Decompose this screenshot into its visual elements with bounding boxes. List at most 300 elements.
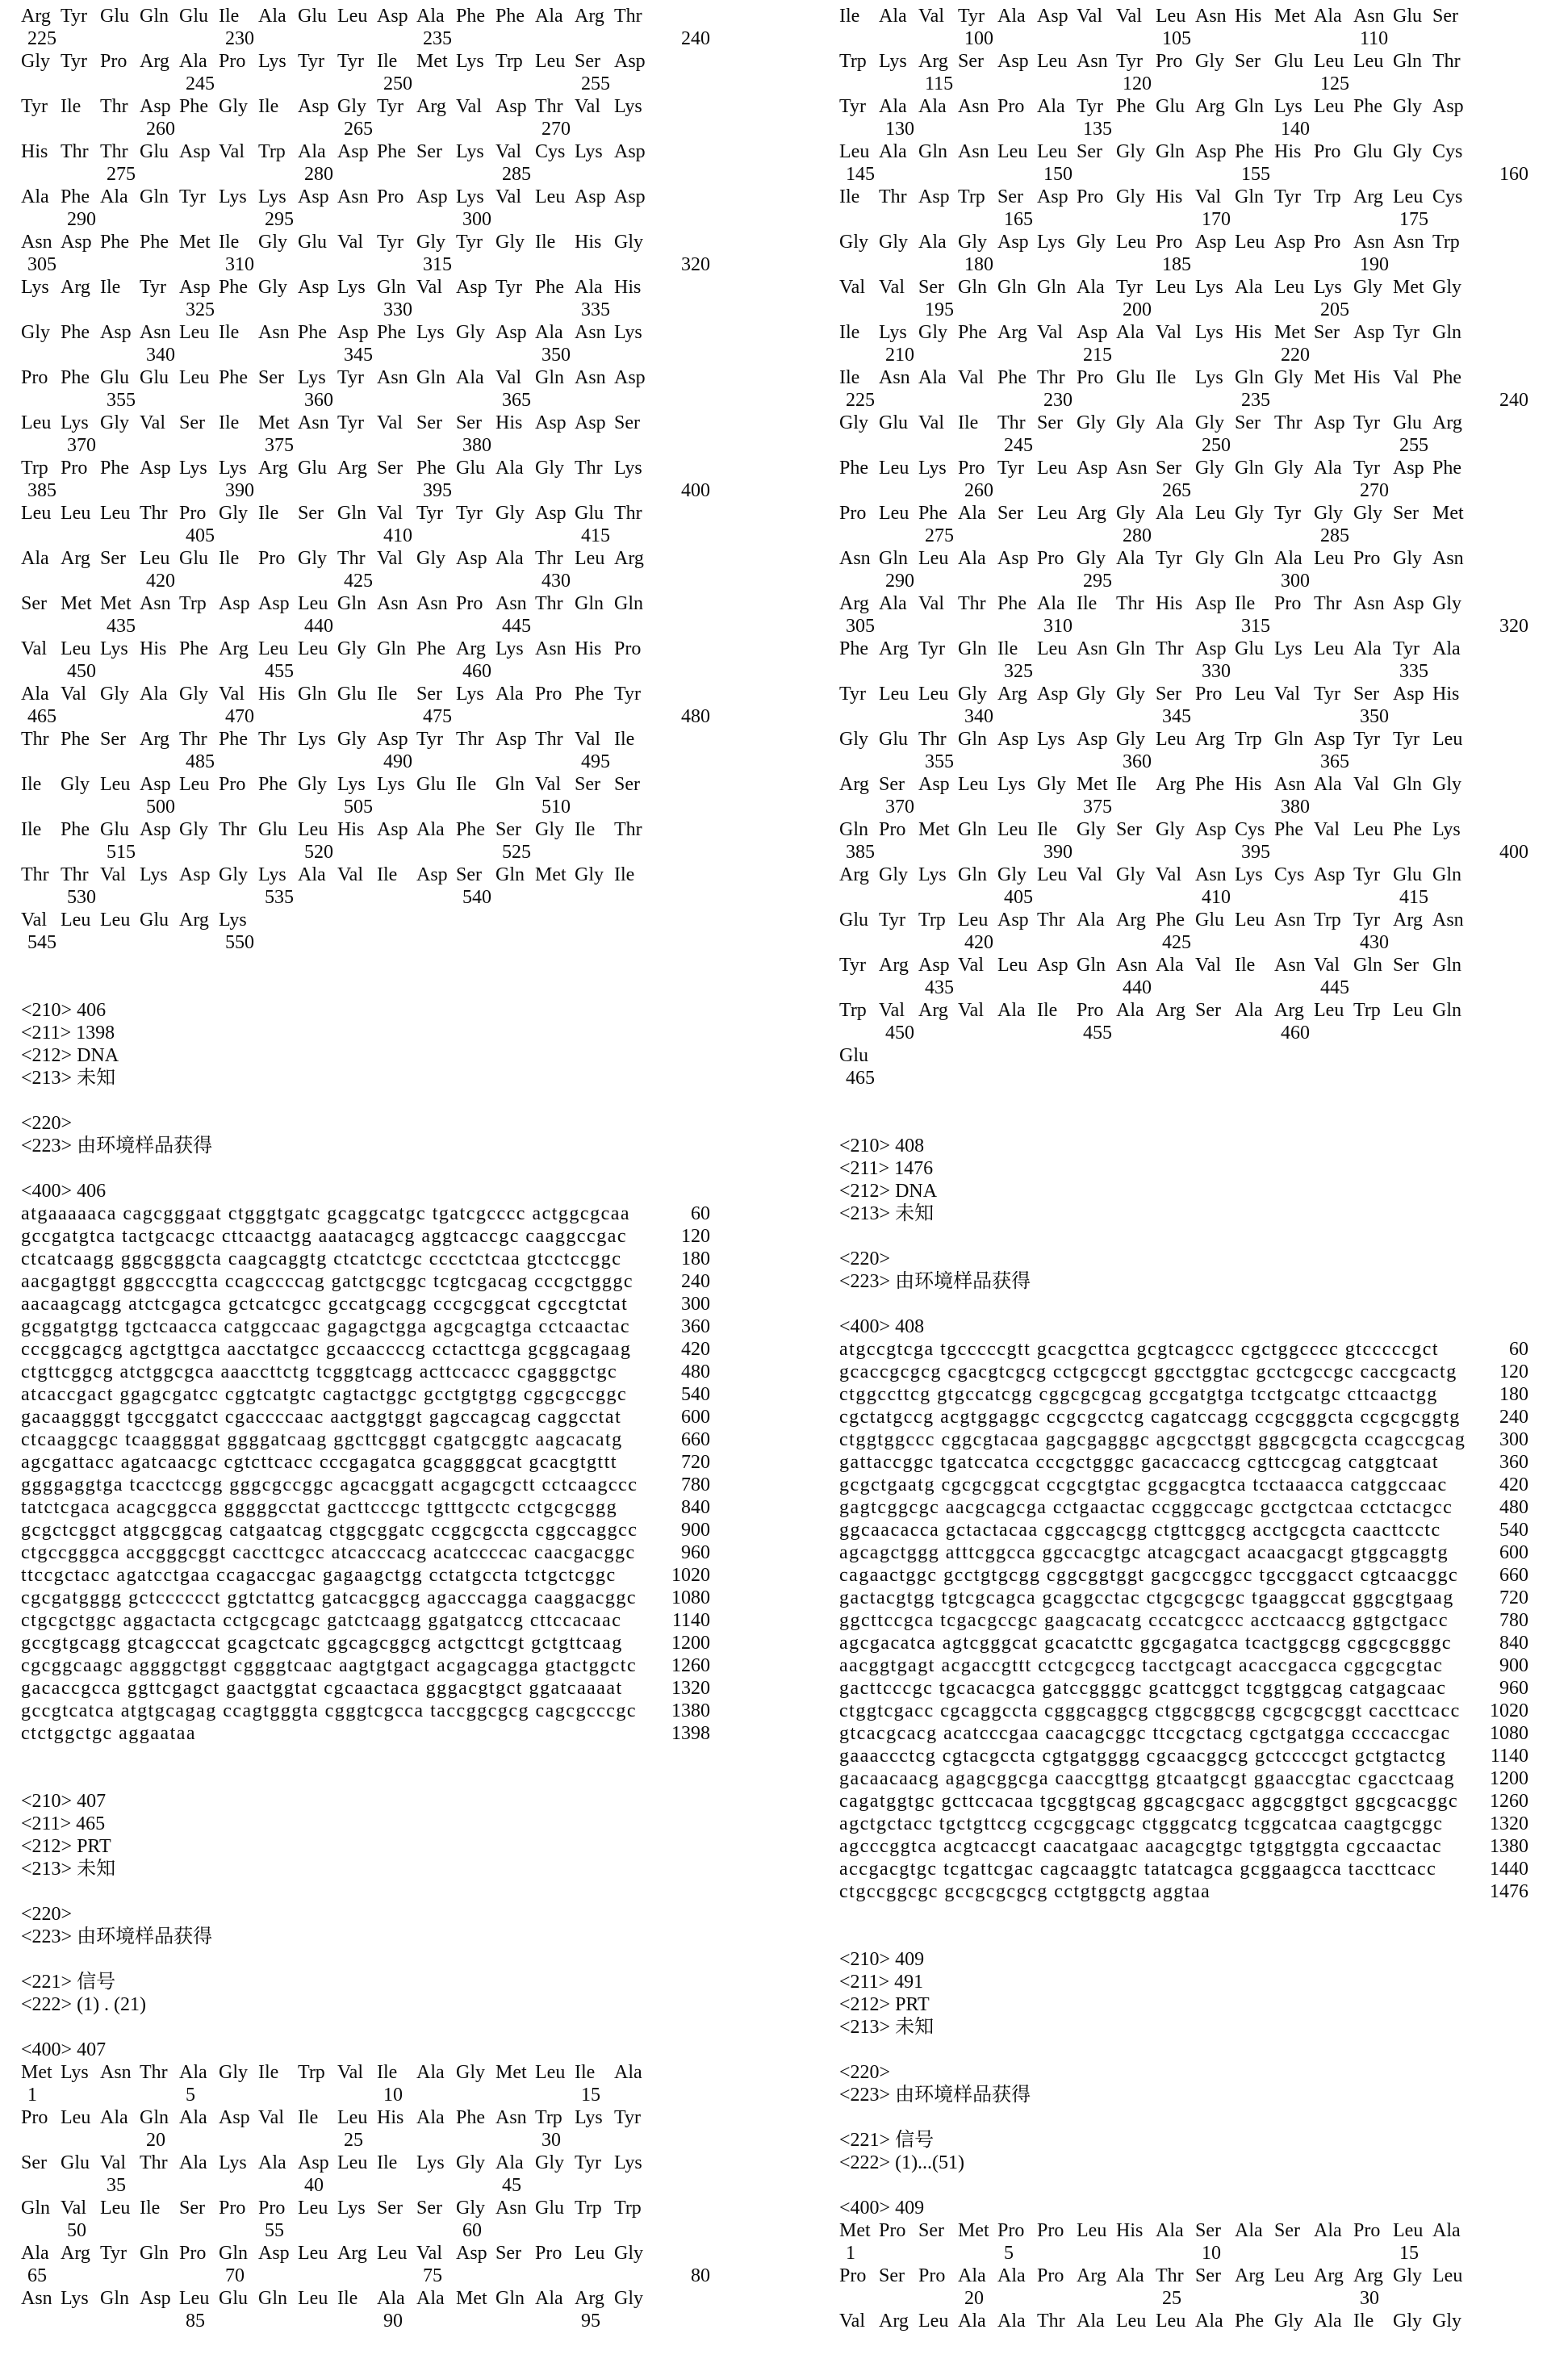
residue-token: Trp bbox=[575, 2198, 602, 2219]
residue-token: Asn bbox=[1353, 6, 1385, 27]
residue-token: His bbox=[575, 638, 602, 659]
residue-token: Trp bbox=[918, 910, 946, 931]
dna-sequence-line bbox=[839, 1745, 1566, 1767]
residue-token: Leu bbox=[1156, 2311, 1186, 2332]
residue-number-line bbox=[21, 751, 747, 773]
dna-sequence-line bbox=[839, 1541, 1566, 1564]
dna-sequence-line bbox=[21, 1564, 747, 1587]
residue-token: Gly bbox=[456, 2152, 485, 2173]
residue-token: Ala bbox=[1116, 1000, 1144, 1021]
amino-acid-sequence-line bbox=[839, 864, 1566, 886]
residue-number: 20 bbox=[146, 2130, 165, 2151]
residue-number: 460 bbox=[1281, 1023, 1310, 1043]
dna-sequence-line bbox=[839, 1767, 1566, 1790]
residue-token: Asp bbox=[997, 51, 1029, 72]
residue-token: Phe bbox=[61, 819, 90, 840]
residue-token: Tyr bbox=[575, 2152, 601, 2173]
residue-number: 375 bbox=[1083, 797, 1112, 818]
residue-token: Asp bbox=[1314, 729, 1345, 750]
residue-token: Ala bbox=[21, 684, 49, 705]
residue-number: 225 bbox=[846, 390, 875, 411]
residue-token: Met bbox=[495, 2062, 527, 2083]
residue-token: Leu bbox=[879, 503, 909, 524]
residue-token: Gly bbox=[100, 684, 129, 705]
dna-sequence-text: ctgccgggca accgggcggt caccttcgcc atcacccacg acatccccac caacgacggc bbox=[21, 1542, 636, 1563]
residue-token: Val bbox=[219, 141, 245, 162]
sequence-metadata-line: <212> DNA bbox=[21, 1045, 119, 1066]
residue-number: 140 bbox=[1281, 119, 1310, 140]
residue-token: Leu bbox=[1314, 548, 1344, 569]
residue-token: His bbox=[614, 277, 642, 298]
sequence-metadata-line: <210> 408 bbox=[839, 1135, 925, 1156]
residue-token: Leu bbox=[535, 186, 566, 207]
residue-number: 420 bbox=[964, 932, 993, 953]
residue-token: Ala bbox=[1235, 2220, 1263, 2241]
residue-token: Gly bbox=[1195, 548, 1224, 569]
blank-line-gap bbox=[839, 1293, 1566, 1315]
amino-acid-sequence-line bbox=[21, 5, 747, 27]
residue-number: 40 bbox=[304, 2175, 324, 2196]
dna-sequence-line bbox=[839, 1858, 1566, 1880]
residue-token: Tyr bbox=[879, 910, 905, 931]
sequence-metadata-line: <220> bbox=[839, 1248, 891, 1269]
residue-token: Ala bbox=[1116, 548, 1144, 569]
dna-base-count: 1200 bbox=[671, 1633, 710, 1654]
dna-sequence-line bbox=[21, 1677, 747, 1700]
dna-sequence-text: ctcaaggcgc tcaaggggat ggggatcaag ggcttcgggt cgatgcggtc aagcacatg bbox=[21, 1429, 623, 1450]
amino-acid-sequence-line bbox=[21, 412, 747, 434]
residue-token: Leu bbox=[337, 2152, 368, 2173]
residue-token: Gln bbox=[839, 819, 868, 840]
dna-sequence-line bbox=[839, 1451, 1566, 1474]
residue-token: Asp bbox=[535, 412, 567, 433]
amino-acid-sequence-line bbox=[839, 638, 1566, 660]
residue-token: Gly bbox=[456, 2062, 485, 2083]
residue-token: Ser bbox=[1195, 2220, 1221, 2241]
residue-token: Arg bbox=[1156, 1000, 1185, 1021]
residue-token: Val bbox=[1077, 864, 1102, 885]
residue-number: 35 bbox=[107, 2175, 126, 2196]
residue-token: Ala bbox=[1235, 277, 1263, 298]
residue-token: Lys bbox=[575, 2107, 603, 2128]
dna-sequence-line bbox=[21, 1609, 747, 1632]
residue-token: Arg bbox=[416, 96, 446, 117]
residue-number: 120 bbox=[1123, 73, 1152, 94]
dna-sequence-line bbox=[21, 1496, 747, 1519]
residue-token: Thr bbox=[1116, 593, 1144, 614]
residue-token: Arg bbox=[1432, 412, 1462, 433]
residue-token: Phe bbox=[456, 6, 485, 27]
residue-token: Gly bbox=[879, 232, 908, 253]
residue-token: Asn bbox=[1393, 232, 1424, 253]
residue-token: Ser bbox=[377, 2198, 403, 2219]
residue-token: Ser bbox=[879, 774, 905, 795]
amino-acid-sequence-line bbox=[839, 366, 1566, 389]
dna-sequence-line bbox=[839, 1654, 1566, 1677]
residue-token: Ile bbox=[219, 548, 240, 569]
residue-token: His bbox=[21, 141, 48, 162]
residue-token: Ile bbox=[377, 864, 398, 885]
residue-token: Thr bbox=[535, 548, 563, 569]
residue-token: Pro bbox=[1314, 232, 1341, 253]
residue-token: Asp bbox=[997, 548, 1029, 569]
residue-token: Pro bbox=[535, 2243, 562, 2264]
residue-token: Lys bbox=[337, 277, 366, 298]
residue-token: Asn bbox=[1116, 955, 1148, 976]
residue-number: 180 bbox=[964, 254, 993, 275]
residue-token: Asn bbox=[21, 232, 52, 253]
residue-token: Glu bbox=[100, 819, 129, 840]
residue-token: Ala bbox=[997, 2311, 1026, 2332]
dna-sequence-text: agctgctacc tgctgttccg ccgcggcagc ctgggcatcg tcggcatcaa caagtgcggc bbox=[839, 1813, 1444, 1834]
residue-number: 30 bbox=[1360, 2288, 1379, 2309]
residue-token: Leu bbox=[61, 910, 91, 931]
dna-base-count: 180 bbox=[681, 1248, 710, 1269]
residue-token: Leu bbox=[1235, 232, 1265, 253]
amino-acid-sequence-line bbox=[21, 95, 747, 118]
residue-token: Ala bbox=[21, 186, 49, 207]
residue-number: 420 bbox=[146, 571, 175, 592]
residue-token: Ser bbox=[298, 503, 324, 524]
residue-token: Gly bbox=[1393, 2265, 1422, 2286]
dna-sequence-line bbox=[21, 1654, 747, 1677]
residue-token: Leu bbox=[298, 819, 328, 840]
residue-token: Asp bbox=[495, 729, 527, 750]
residue-token: Lys bbox=[1274, 96, 1302, 117]
residue-token: Val bbox=[1314, 819, 1340, 840]
residue-token: Phe bbox=[219, 277, 248, 298]
residue-token: Val bbox=[495, 186, 521, 207]
residue-token: Glu bbox=[879, 729, 908, 750]
residue-token: Ile bbox=[21, 819, 42, 840]
residue-token: Asn bbox=[535, 638, 567, 659]
residue-number: 385 bbox=[846, 842, 875, 863]
residue-token: Tyr bbox=[839, 96, 866, 117]
residue-number: 520 bbox=[304, 842, 333, 863]
residue-token: Ala bbox=[1314, 458, 1342, 479]
sequence-metadata-line: <221> 信号 bbox=[21, 1972, 116, 1993]
residue-token: Gly bbox=[456, 2198, 485, 2219]
residue-token: Met bbox=[1274, 322, 1306, 343]
residue-token: Asn bbox=[298, 412, 329, 433]
residue-token: Asp bbox=[100, 322, 132, 343]
residue-number: 130 bbox=[885, 119, 914, 140]
residue-token: Ser bbox=[377, 458, 403, 479]
residue-token: Arg bbox=[575, 2288, 604, 2309]
amino-acid-sequence-line bbox=[21, 502, 747, 525]
residue-token: Thr bbox=[535, 729, 563, 750]
residue-token: Ile bbox=[958, 412, 979, 433]
residue-token: Leu bbox=[997, 955, 1028, 976]
residue-token: Asp bbox=[918, 955, 950, 976]
dna-sequence-text: gacaaggggt tgccggatct cgaccccaac aactggtggt gagccagcag caggcctat bbox=[21, 1407, 622, 1428]
amino-acid-sequence-line bbox=[839, 412, 1566, 434]
residue-number-line bbox=[21, 389, 747, 412]
residue-token: Trp bbox=[839, 51, 867, 72]
residue-token: Gly bbox=[1195, 458, 1224, 479]
residue-token: Leu bbox=[575, 548, 605, 569]
residue-number: 375 bbox=[265, 435, 294, 456]
residue-token: Phe bbox=[1274, 819, 1303, 840]
residue-token: Ala bbox=[958, 2311, 986, 2332]
residue-number: 470 bbox=[225, 706, 254, 727]
residue-token: Ser bbox=[100, 729, 126, 750]
residue-token: Ala bbox=[1037, 593, 1065, 614]
residue-number-line bbox=[21, 118, 747, 140]
residue-token: Lys bbox=[337, 2198, 366, 2219]
residue-token: Asp bbox=[1037, 6, 1068, 27]
sequence-metadata-line: <213> 未知 bbox=[839, 1203, 935, 1224]
residue-token: Asn bbox=[1274, 955, 1306, 976]
residue-number-line bbox=[21, 886, 747, 909]
residue-number: 10 bbox=[1202, 2243, 1221, 2264]
residue-token: Thr bbox=[535, 96, 563, 117]
residue-token: Leu bbox=[61, 638, 91, 659]
residue-token: Asp bbox=[416, 864, 448, 885]
dna-sequence-line bbox=[839, 1632, 1566, 1654]
residue-token: Pro bbox=[1037, 2265, 1064, 2286]
residue-token: Gly bbox=[1116, 864, 1145, 885]
sequence-metadata-line: <213> 未知 bbox=[21, 1068, 116, 1089]
residue-token: Phe bbox=[456, 819, 485, 840]
dna-base-count: 240 bbox=[1499, 1407, 1528, 1428]
dna-base-count: 60 bbox=[691, 1203, 710, 1224]
residue-number-line bbox=[21, 660, 747, 683]
dna-base-count: 840 bbox=[681, 1497, 710, 1518]
residue-token: Gln bbox=[575, 593, 604, 614]
residue-token: Cys bbox=[535, 141, 566, 162]
blank-line-gap bbox=[839, 1089, 1566, 1135]
residue-token: Ala bbox=[416, 6, 445, 27]
dna-base-count: 540 bbox=[681, 1384, 710, 1405]
residue-token: Tyr bbox=[1156, 548, 1182, 569]
dna-sequence-text: ctggccttcg gtgccatcgg cggcgcgcag gccgatgtga tcctgcatgc cttcaactgg bbox=[839, 1384, 1438, 1405]
residue-number: 285 bbox=[502, 164, 531, 185]
residue-token: Gln bbox=[416, 367, 445, 388]
residue-token: Ser bbox=[258, 367, 284, 388]
residue-token: Glu bbox=[1116, 367, 1145, 388]
residue-token: Gly bbox=[535, 458, 564, 479]
residue-number-line bbox=[21, 2084, 747, 2106]
residue-token: Arg bbox=[997, 684, 1027, 705]
residue-token: Glu bbox=[879, 412, 908, 433]
residue-number: 185 bbox=[1162, 254, 1191, 275]
residue-number: 225 bbox=[27, 28, 56, 49]
residue-token: Tyr bbox=[495, 277, 522, 298]
dna-base-count: 360 bbox=[681, 1316, 710, 1337]
amino-acid-sequence-line bbox=[839, 186, 1566, 208]
residue-token: Ile bbox=[1156, 367, 1177, 388]
dna-base-count: 1398 bbox=[671, 1723, 710, 1744]
residue-number: 60 bbox=[462, 2220, 482, 2241]
residue-number: 80 bbox=[691, 2265, 710, 2286]
amino-acid-sequence-line bbox=[839, 502, 1566, 525]
residue-token: Ala bbox=[535, 6, 563, 27]
residue-number: 340 bbox=[146, 345, 175, 366]
residue-token: Arg bbox=[1195, 96, 1225, 117]
residue-token: Cys bbox=[1274, 864, 1305, 885]
residue-token: Tyr bbox=[456, 503, 483, 524]
dna-base-count: 960 bbox=[681, 1542, 710, 1563]
residue-token: Gly bbox=[21, 51, 50, 72]
residue-number: 280 bbox=[1123, 525, 1152, 546]
residue-token: Gln bbox=[1432, 955, 1461, 976]
residue-token: Tyr bbox=[1393, 729, 1420, 750]
dna-sequence-line bbox=[21, 1315, 747, 1338]
residue-token: Val bbox=[1037, 322, 1063, 343]
residue-token: Val bbox=[918, 412, 944, 433]
residue-token: Leu bbox=[1235, 910, 1265, 931]
residue-number: 385 bbox=[27, 480, 56, 501]
residue-token: Pro bbox=[219, 774, 246, 795]
residue-token: Glu bbox=[456, 458, 485, 479]
residue-token: Tyr bbox=[100, 2243, 127, 2264]
residue-token: Phe bbox=[1235, 2311, 1264, 2332]
sequence-metadata-line: <220> bbox=[839, 2062, 891, 2083]
residue-token: Pro bbox=[456, 593, 483, 614]
residue-token: Phe bbox=[61, 729, 90, 750]
residue-token: Thr bbox=[140, 503, 168, 524]
residue-number-line bbox=[21, 570, 747, 592]
residue-token: Asn bbox=[1353, 593, 1385, 614]
residue-token: Gly bbox=[1393, 2311, 1422, 2332]
sequence-metadata-line: <211> 465 bbox=[21, 1813, 106, 1834]
residue-token: Asn bbox=[495, 593, 527, 614]
residue-token: Thr bbox=[614, 819, 642, 840]
residue-token: Glu bbox=[1195, 910, 1224, 931]
residue-token: Thr bbox=[614, 503, 642, 524]
residue-number: 290 bbox=[67, 209, 96, 230]
residue-token: Ile bbox=[456, 774, 477, 795]
residue-token: Gly bbox=[879, 864, 908, 885]
residue-number: 265 bbox=[344, 119, 373, 140]
residue-token: Val bbox=[219, 684, 245, 705]
residue-token: Phe bbox=[1432, 458, 1461, 479]
residue-token: Leu bbox=[958, 910, 989, 931]
dna-base-count: 660 bbox=[681, 1429, 710, 1450]
blank-line-gap bbox=[21, 954, 747, 999]
residue-token: Phe bbox=[839, 458, 868, 479]
residue-token: Asp bbox=[575, 186, 606, 207]
residue-token: Phe bbox=[1235, 141, 1264, 162]
residue-token: Pro bbox=[1274, 593, 1302, 614]
residue-token: Asn bbox=[100, 2062, 132, 2083]
residue-token: Asp bbox=[997, 910, 1029, 931]
residue-number-line bbox=[21, 73, 747, 95]
residue-token: Leu bbox=[258, 638, 289, 659]
residue-token: Ile bbox=[21, 774, 42, 795]
residue-number: 10 bbox=[383, 2085, 403, 2106]
residue-token: Trp bbox=[958, 186, 985, 207]
residue-token: Val bbox=[337, 2062, 363, 2083]
residue-token: Leu bbox=[1195, 503, 1226, 524]
residue-number: 395 bbox=[423, 480, 452, 501]
dna-sequence-text: cgcggcaagc aggggctggt cggggtcaac aagtgtgact acgagcagga gtactggctc bbox=[21, 1655, 638, 1676]
residue-token: Asp bbox=[1195, 819, 1227, 840]
residue-token: Ala bbox=[1314, 2220, 1342, 2241]
dna-base-count: 120 bbox=[1499, 1361, 1528, 1382]
sequence-metadata-line: <212> DNA bbox=[839, 1181, 938, 1202]
amino-acid-sequence-line bbox=[21, 592, 747, 615]
residue-token: Tyr bbox=[1353, 729, 1380, 750]
residue-number: 50 bbox=[67, 2220, 86, 2241]
residue-token: Lys bbox=[258, 186, 286, 207]
residue-token: Val bbox=[21, 638, 47, 659]
residue-token: Val bbox=[61, 684, 86, 705]
residue-token: Ser bbox=[1195, 1000, 1221, 1021]
residue-token: Pro bbox=[179, 2243, 207, 2264]
residue-token: Ala bbox=[179, 51, 207, 72]
residue-token: Tyr bbox=[1393, 638, 1420, 659]
residue-token: Lys bbox=[614, 458, 642, 479]
residue-token: Asn bbox=[575, 322, 606, 343]
residue-token: Tyr bbox=[1116, 277, 1143, 298]
residue-number: 475 bbox=[423, 706, 452, 727]
residue-token: His bbox=[495, 412, 523, 433]
residue-token: Trp bbox=[1314, 910, 1341, 931]
dna-sequence-line bbox=[839, 1700, 1566, 1722]
amino-acid-sequence-line bbox=[839, 547, 1566, 570]
dna-base-count: 720 bbox=[1499, 1587, 1528, 1608]
residue-token: Ile bbox=[100, 277, 121, 298]
residue-token: Gly bbox=[614, 232, 643, 253]
residue-token: Gly bbox=[219, 2062, 248, 2083]
residue-token: Phe bbox=[997, 367, 1027, 388]
residue-token: Leu bbox=[1314, 96, 1344, 117]
residue-token: Gly bbox=[1274, 2311, 1303, 2332]
residue-token: Thr bbox=[1432, 51, 1461, 72]
residue-token: Tyr bbox=[1274, 503, 1301, 524]
residue-token: Ala bbox=[100, 2107, 128, 2128]
residue-token: His bbox=[575, 232, 602, 253]
residue-token: Asp bbox=[997, 729, 1029, 750]
residue-token: Ala bbox=[997, 1000, 1026, 1021]
residue-token: Leu bbox=[997, 141, 1028, 162]
residue-number-line bbox=[839, 163, 1566, 186]
dna-sequence-text: gaaaccctcg cgtacgccta cgtgatgggg cgcaacggcg gctccccgct gctgtactcg bbox=[839, 1746, 1447, 1767]
residue-token: Glu bbox=[258, 819, 287, 840]
residue-token: Leu bbox=[1235, 684, 1265, 705]
residue-token: Ser bbox=[1077, 141, 1102, 162]
residue-number: 1 bbox=[27, 2085, 37, 2106]
residue-token: Gly bbox=[614, 2288, 643, 2309]
residue-token: Lys bbox=[377, 774, 405, 795]
residue-number-line bbox=[839, 299, 1566, 321]
residue-number: 545 bbox=[27, 932, 56, 953]
dna-sequence-text: accgacgtgc tcgattcgac cagcaaggtc tatatcagca gcggaagcca taccttcacc bbox=[839, 1859, 1437, 1880]
residue-number-line bbox=[839, 27, 1566, 50]
residue-number: 230 bbox=[1043, 390, 1073, 411]
residue-number: 355 bbox=[107, 390, 136, 411]
residue-number-line bbox=[839, 615, 1566, 638]
residue-token: Ser bbox=[958, 51, 984, 72]
residue-token: Gly bbox=[1353, 277, 1382, 298]
residue-token: Leu bbox=[179, 774, 210, 795]
residue-token: Thr bbox=[1156, 2265, 1184, 2286]
residue-token: Val bbox=[337, 864, 363, 885]
residue-token: His bbox=[377, 2107, 404, 2128]
residue-number: 125 bbox=[1320, 73, 1349, 94]
residue-token: Asp bbox=[140, 819, 171, 840]
residue-token: Asn bbox=[377, 367, 408, 388]
dna-sequence-line bbox=[839, 1496, 1566, 1519]
amino-acid-sequence-line bbox=[21, 818, 747, 841]
amino-acid-sequence-line bbox=[839, 818, 1566, 841]
residue-token: Ala bbox=[298, 141, 326, 162]
residue-token: His bbox=[1156, 593, 1183, 614]
sequence-metadata-line: <211> 491 bbox=[839, 1972, 924, 1993]
residue-number-line bbox=[21, 841, 747, 864]
